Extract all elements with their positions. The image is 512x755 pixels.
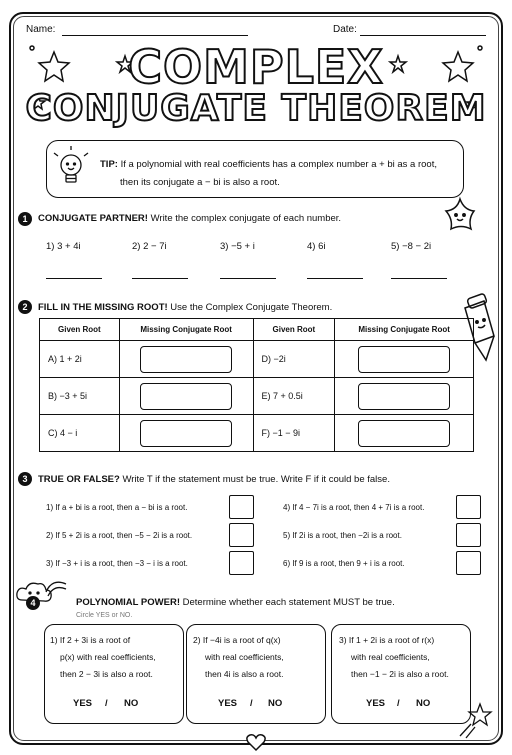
s1-item-2: 2) 2 − 7i [132,241,167,252]
given-root-a: A) 1 + 2i [40,341,120,378]
card-2-line-2: with real coefficients, [205,652,284,662]
s1-answer-line-4[interactable] [307,278,363,279]
table-row [40,378,474,415]
card-3-line-3: then −1 − 2i is also a root. [351,669,449,679]
s1-answer-line-1[interactable] [46,278,102,279]
section-4-title: POLYNOMIAL POWER! [76,597,180,608]
tip-line-1: If a polynomial with real coefficients has a complex number a + bi as a root, [120,159,437,170]
card-2-line-1: 2) If −4i is a root of q(x) [193,635,281,645]
s1-item-1: 1) 3 + 4i [46,241,81,252]
table-row [40,415,474,452]
section-1-heading [38,213,341,224]
tf-box-6[interactable] [456,551,481,575]
tf-box-2[interactable] [229,523,254,547]
s1-answer-line-3[interactable] [220,278,276,279]
heart-icon [246,734,266,752]
s1-item-4: 4) 6i [307,241,326,252]
card-3-line-1: 3) If 1 + 2i is a root of r(x) [339,635,435,645]
answer-box-f[interactable] [358,420,450,447]
section-2-instruction: Use the Complex Conjugate Theorem. [170,302,333,313]
given-root-f: F) −1 − 9i [253,415,335,452]
card-2-slash: / [250,698,253,709]
answer-box-d[interactable] [358,346,450,373]
tf-item-5: 5) If 2i is a root, then −2i is a root. [283,531,402,540]
tf-box-1[interactable] [229,495,254,519]
card-3-yes[interactable]: YES [366,698,386,709]
section-3-heading [38,474,390,485]
s1-answer-line-5[interactable] [391,278,447,279]
section-1-number: 1 [18,212,32,226]
card-2-yes[interactable]: YES [218,698,238,709]
s1-item-3: 3) −5 + i [220,241,255,252]
card-1-line-1: 1) If 2 + 3i is a root of [50,635,131,645]
tip-text [100,156,460,192]
section-4-heading [76,597,395,608]
smiling-star-icon [438,196,488,241]
tf-item-6: 6) If 9 is a root, then 9 + i is a root. [283,559,405,568]
lightbulb-icon [56,150,86,190]
card-1-slash: / [105,698,108,709]
card-2-no[interactable]: NO [268,698,283,709]
col-header-given-2: Given Root [253,319,335,341]
table-row [40,341,474,378]
section-4-instruction: Determine whether each statement MUST be true. [182,597,395,608]
title-line-1: COMPLEX [128,40,384,94]
tip-line-2: then its conjugate a − bi is also a root. [120,177,280,188]
card-1-yes[interactable]: YES [73,698,93,709]
card-3-text [339,632,449,683]
s1-answer-line-2[interactable] [132,278,188,279]
card-1-no[interactable]: NO [124,698,139,709]
tf-box-4[interactable] [456,495,481,519]
tf-item-3: 3) If −3 + i is a root, then −3 − i is a root. [46,559,188,568]
tf-item-4: 4) If 4 − 7i is a root, then 4 + 7i is a root. [283,503,425,512]
given-root-c: C) 4 − i [40,415,120,452]
answer-box-a[interactable] [140,346,232,373]
section-2-heading [38,302,332,313]
section-4-number: 4 [26,596,40,610]
card-3-slash: / [397,698,400,709]
given-root-e: E) 7 + 0.5i [253,378,335,415]
section-1-instruction: Write the complex conjugate of each number. [150,213,342,224]
answer-box-c[interactable] [140,420,232,447]
section-3-instruction: Write T if the statement must be true. Write F if it could be false. [122,474,390,485]
answer-box-b[interactable] [140,383,232,410]
given-root-b: B) −3 + 5i [40,378,120,415]
tf-item-2: 2) If 5 + 2i is a root, then −5 − 2i is a root. [46,531,193,540]
col-header-missing-1: Missing Conjugate Root [119,319,253,341]
col-header-given-1: Given Root [40,319,120,341]
date-label: Date: [333,24,357,35]
section-2-number: 2 [18,300,32,314]
missing-root-table [39,318,474,452]
card-1-text [50,632,156,683]
given-root-d: D) −2i [253,341,335,378]
card-2-line-3: then 4i is also a root. [205,669,284,679]
s1-item-5: 5) −8 − 2i [391,241,432,252]
section-3-title: TRUE OR FALSE? [38,474,120,485]
card-3-line-2: with real coefficients, [351,652,430,662]
section-4-subinstruction: Circle YES or NO. [76,612,133,619]
title-line-2: CONJUGATE THEOREM [25,88,487,129]
section-1-title: CONJUGATE PARTNER! [38,213,148,224]
col-header-missing-2: Missing Conjugate Root [335,319,474,341]
section-2-title: FILL IN THE MISSING ROOT! [38,302,168,313]
tf-box-5[interactable] [456,523,481,547]
section-3-number: 3 [18,472,32,486]
card-2-text [193,632,284,683]
rainbow-cloud-icon [12,572,72,612]
name-label: Name: [26,24,56,35]
tf-box-3[interactable] [229,551,254,575]
card-3-no[interactable]: NO [416,698,431,709]
card-1-line-2: p(x) with real coefficients, [60,652,156,662]
card-1-line-3: then 2 − 3i is also a root. [60,669,153,679]
tip-label: TIP: [100,159,118,170]
tf-item-1: 1) If a + bi is a root, then a − bi is a root. [46,503,188,512]
answer-box-e[interactable] [358,383,450,410]
shooting-star-icon [458,700,498,740]
